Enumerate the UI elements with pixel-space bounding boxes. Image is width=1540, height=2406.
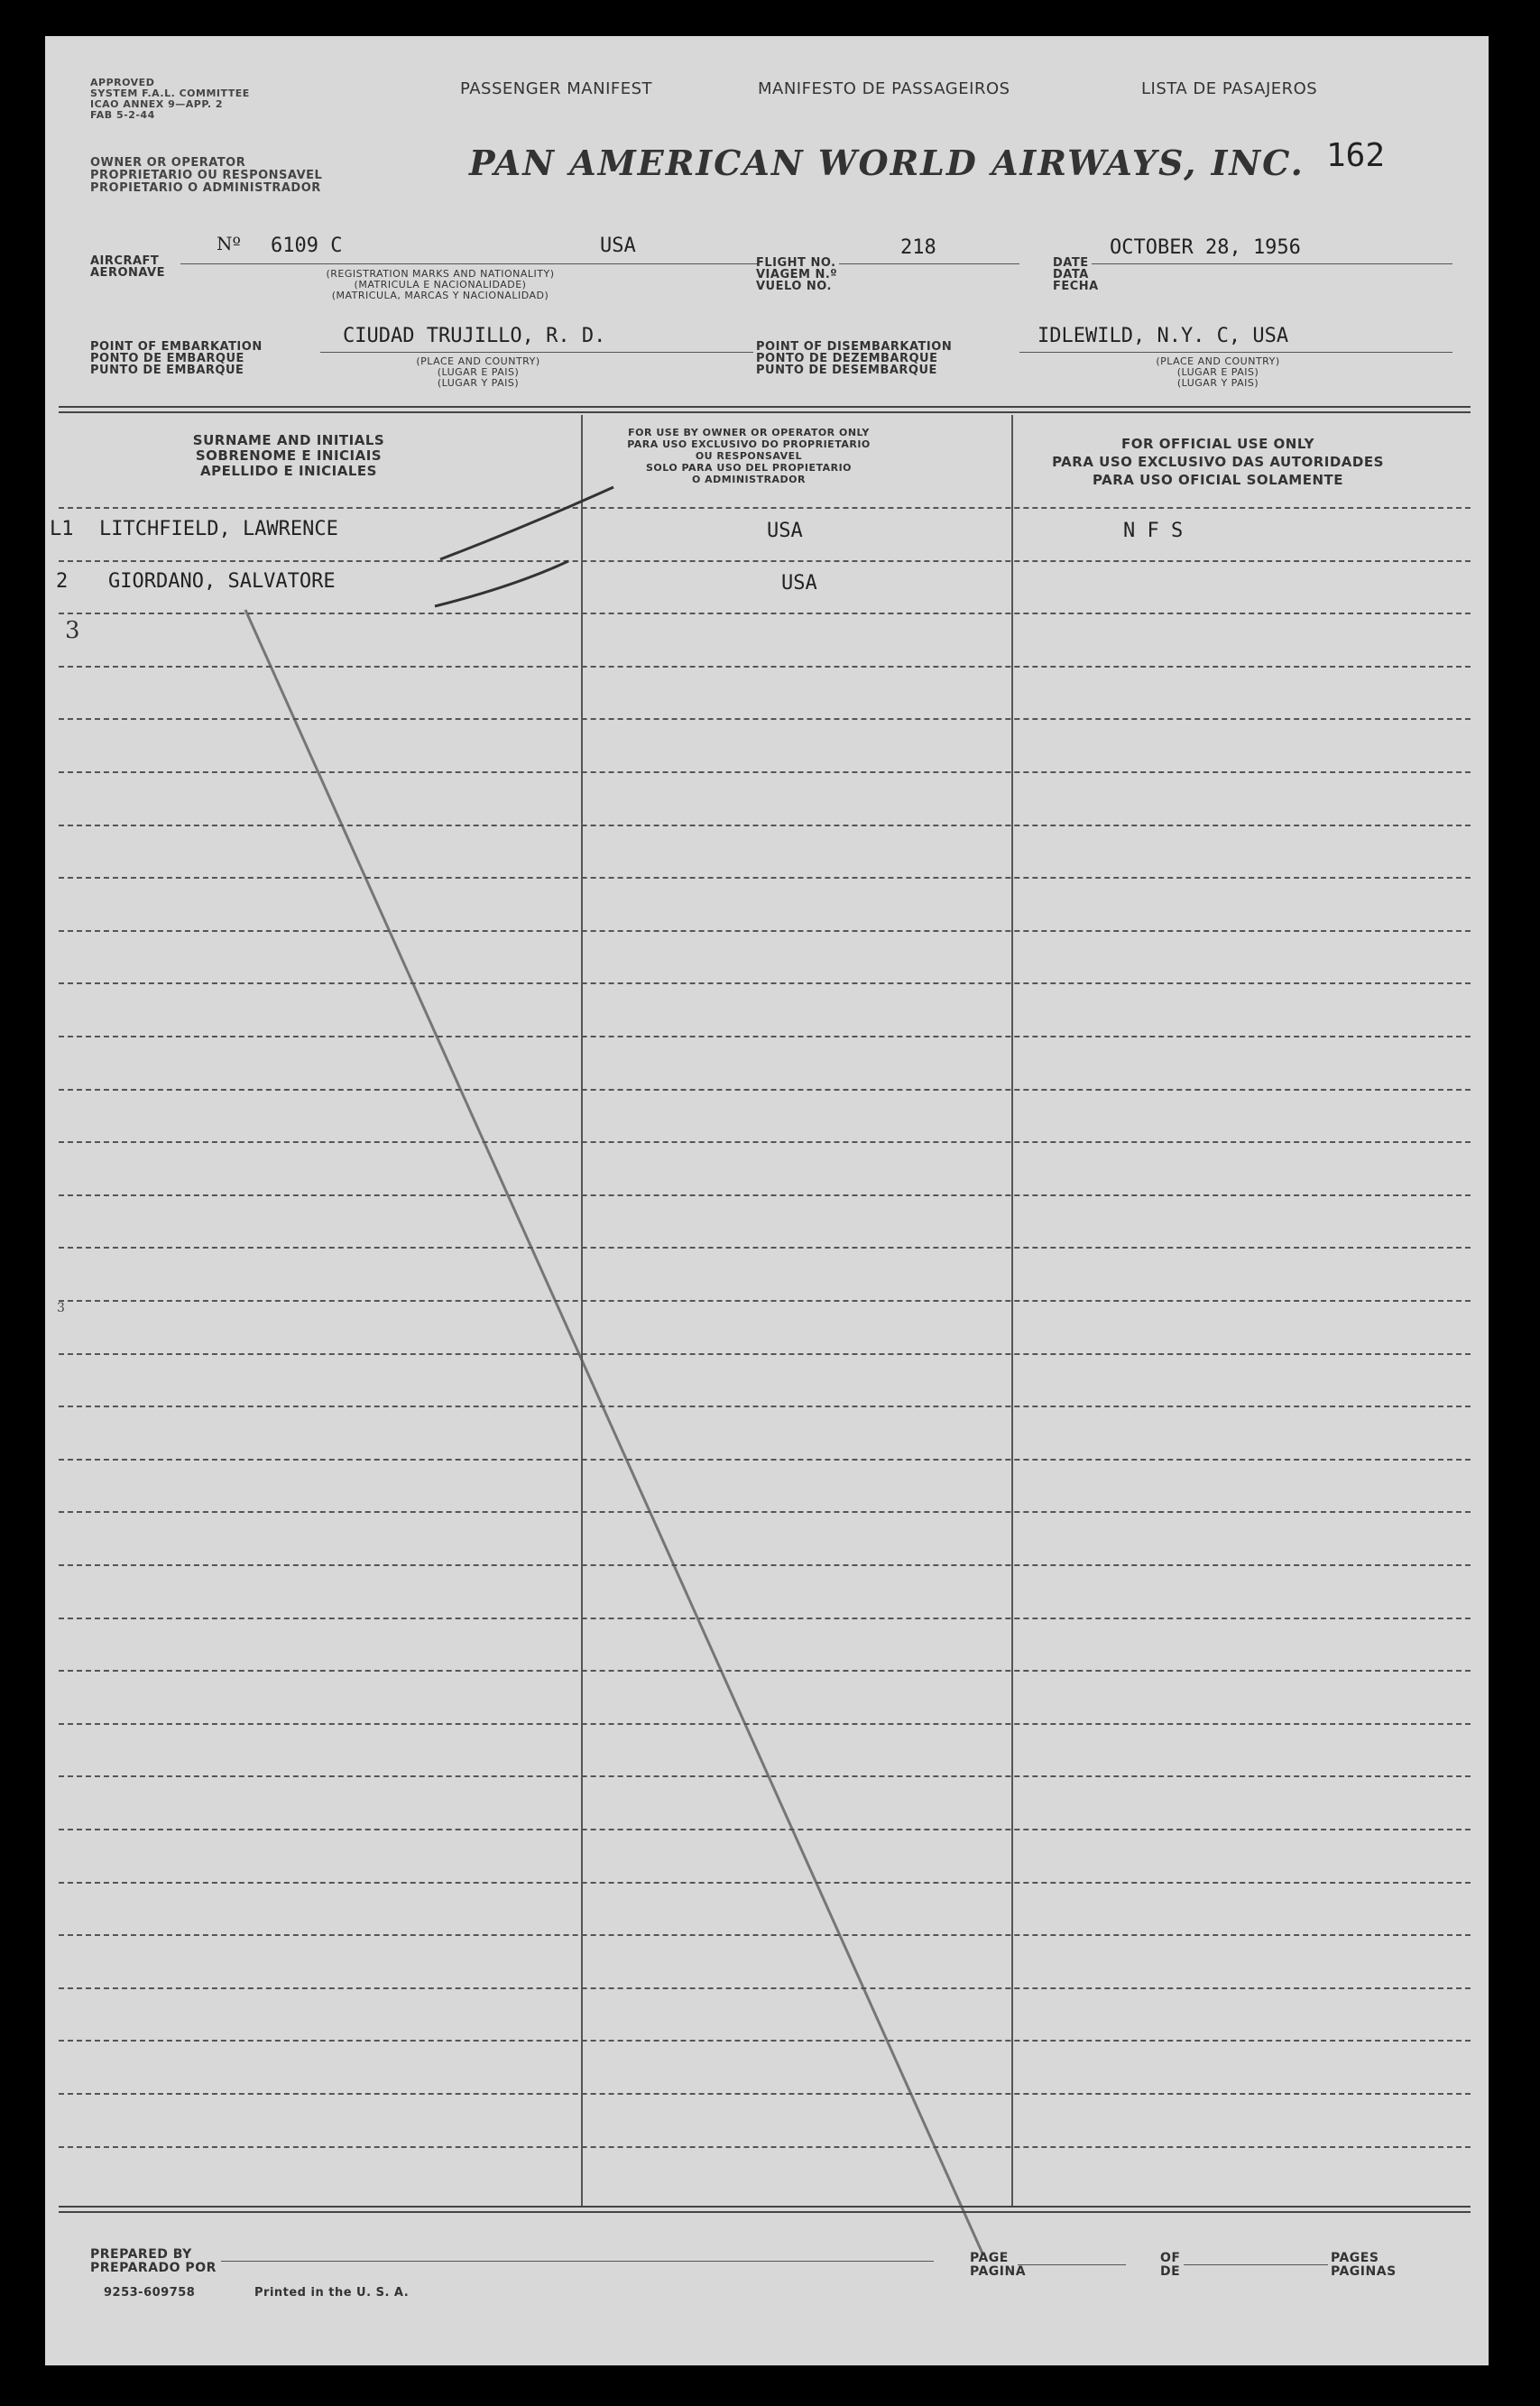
embarkation-sub-label: (PLACE AND COUNTRY)	[416, 355, 540, 367]
col-header-line: SURNAME AND INITIALS	[192, 432, 385, 448]
pages-label	[1331, 2252, 1397, 2279]
col-header-line: O ADMINISTRADOR	[691, 474, 807, 485]
prepared-label: PREPARADO POR	[90, 2261, 217, 2275]
of-line	[1184, 2264, 1328, 2265]
row-number: 2	[56, 570, 69, 593]
col-header-line: SOBRENOME E INICIAIS	[195, 447, 383, 464]
aircraft-no-label: Nº	[217, 233, 241, 254]
approval-line: FAB 5-2-44	[90, 109, 155, 121]
disembarkation-label: POINT OF DISEMBARKATION	[756, 340, 953, 354]
table-bottom-rule	[59, 2211, 1471, 2213]
page-label-line: PAGINA	[970, 2264, 1027, 2279]
disembarkation-sub-label: (LUGAR E PAIS)	[1176, 366, 1259, 378]
tick-mark	[435, 561, 568, 606]
embarkation-value: CIUDAD TRUJILLO, R. D.	[343, 325, 606, 347]
prepared-by-label	[90, 2248, 217, 2275]
title-pt: MANIFESTO DE PASSAGEIROS	[758, 79, 1010, 98]
page-line	[1018, 2264, 1126, 2265]
page-number: 162	[1326, 137, 1386, 174]
col-header-line: PARA USO EXCLUSIVO DAS AUTORIDADES	[1052, 454, 1384, 470]
flight-label: FLIGHT NO.	[756, 256, 836, 270]
approval-line: ICAO ANNEX 9—APP. 2	[90, 98, 224, 110]
approval-line: SYSTEM F.A.L. COMMITTEE	[90, 88, 250, 99]
col-header-line: PARA USO EXCLUSIVO DO PROPRIETARIO	[627, 438, 871, 450]
official-value: N F S	[1123, 520, 1184, 542]
col-header-line: FOR OFFICIAL USE ONLY	[1121, 436, 1314, 452]
aircraft-label: AERONAVE	[90, 266, 166, 280]
col-header-line: APELLIDO E INICIALES	[200, 463, 377, 479]
embarkation-label: POINT OF EMBARKATION	[90, 340, 263, 354]
col-header-line: OU RESPONSAVEL	[695, 450, 803, 462]
owner-label: PROPIETARIO O ADMINISTRADOR	[90, 181, 321, 195]
form-number: 9253-609758	[104, 2286, 196, 2300]
prepared-label: PREPARED BY	[90, 2247, 192, 2262]
title-es: LISTA DE PASAJEROS	[1141, 79, 1318, 98]
col-header-line: SOLO PARA USO DEL PROPIETARIO	[645, 462, 853, 474]
of-label-line: OF	[1160, 2251, 1181, 2265]
margin-mark: 3	[57, 1301, 65, 1315]
date-label: DATA	[1053, 268, 1089, 281]
date-label: DATE	[1053, 256, 1089, 270]
owner-value: PAN AMERICAN WORLD AIRWAYS, INC.	[469, 143, 1305, 183]
disembarkation-sub-label: (PLACE AND COUNTRY)	[1156, 355, 1280, 367]
tick-mark	[440, 487, 613, 559]
owner-label: PROPRIETARIO OU RESPONSAVEL	[90, 169, 323, 182]
of-label	[1160, 2252, 1180, 2279]
passenger-name: GIORDANO, SALVATORE	[108, 570, 336, 593]
embarkation-sub-label: (LUGAR E PAIS)	[437, 366, 520, 378]
col-header-line: PARA USO OFICIAL SOLAMENTE	[1092, 472, 1344, 488]
of-label-line: DE	[1160, 2264, 1181, 2279]
aircraft-sub-label: (MATRICULA E NACIONALIDADE)	[354, 279, 527, 290]
pencil-marks	[45, 36, 1489, 2365]
page-label-line: PAGE	[970, 2251, 1009, 2265]
aircraft-registration: 6109 C	[271, 235, 343, 257]
aircraft-sub-label: (MATRICULA, MARCAS Y NACIONALIDAD)	[331, 290, 549, 301]
owner-use-value: USA	[767, 520, 803, 542]
title-en: PASSENGER MANIFEST	[460, 79, 653, 98]
date-value: OCTOBER 28, 1956	[1110, 236, 1301, 259]
flight-label: VIAGEM N.º	[756, 268, 838, 281]
pages-label-line: PAGES	[1331, 2251, 1379, 2265]
diagonal-strike-line	[245, 610, 983, 2255]
approval-line: APPROVED	[90, 77, 155, 88]
col-header-line: FOR USE BY OWNER OR OPERATOR ONLY	[628, 427, 870, 438]
embarkation-sub-label: (LUGAR Y PAIS)	[437, 377, 520, 389]
row-number: 3	[65, 617, 80, 644]
disembarkation-label: PONTO DE DEZEMBARQUE	[756, 352, 938, 365]
page-label	[970, 2252, 1026, 2279]
embarkation-label: PONTO DE EMBARQUE	[90, 352, 244, 365]
date-label: FECHA	[1053, 280, 1099, 293]
disembarkation-label: PUNTO DE DESEMBARQUE	[756, 364, 937, 377]
pages-label-line: PAGINAS	[1331, 2264, 1397, 2279]
row-number: L1	[50, 518, 74, 540]
passenger-name: LITCHFIELD, LAWRENCE	[99, 518, 338, 540]
aircraft-nationality: USA	[600, 235, 636, 257]
owner-use-value: USA	[781, 572, 817, 595]
prepared-by-line	[221, 2261, 934, 2262]
disembarkation-value: IDLEWILD, N.Y. C, USA	[1037, 325, 1289, 347]
flight-number: 218	[900, 236, 936, 259]
disembarkation-sub-label: (LUGAR Y PAIS)	[1176, 377, 1259, 389]
manifest-form	[45, 36, 1489, 2365]
aircraft-label: AIRCRAFT	[90, 254, 160, 268]
embarkation-label: PUNTO DE EMBARQUE	[90, 364, 244, 377]
owner-label: OWNER OR OPERATOR	[90, 156, 246, 170]
aircraft-sub-label: (REGISTRATION MARKS AND NATIONALITY)	[326, 268, 555, 280]
table-bottom-rule	[59, 2206, 1471, 2208]
printed-note: Printed in the U. S. A.	[254, 2286, 410, 2300]
flight-label: VUELO NO.	[756, 280, 832, 293]
